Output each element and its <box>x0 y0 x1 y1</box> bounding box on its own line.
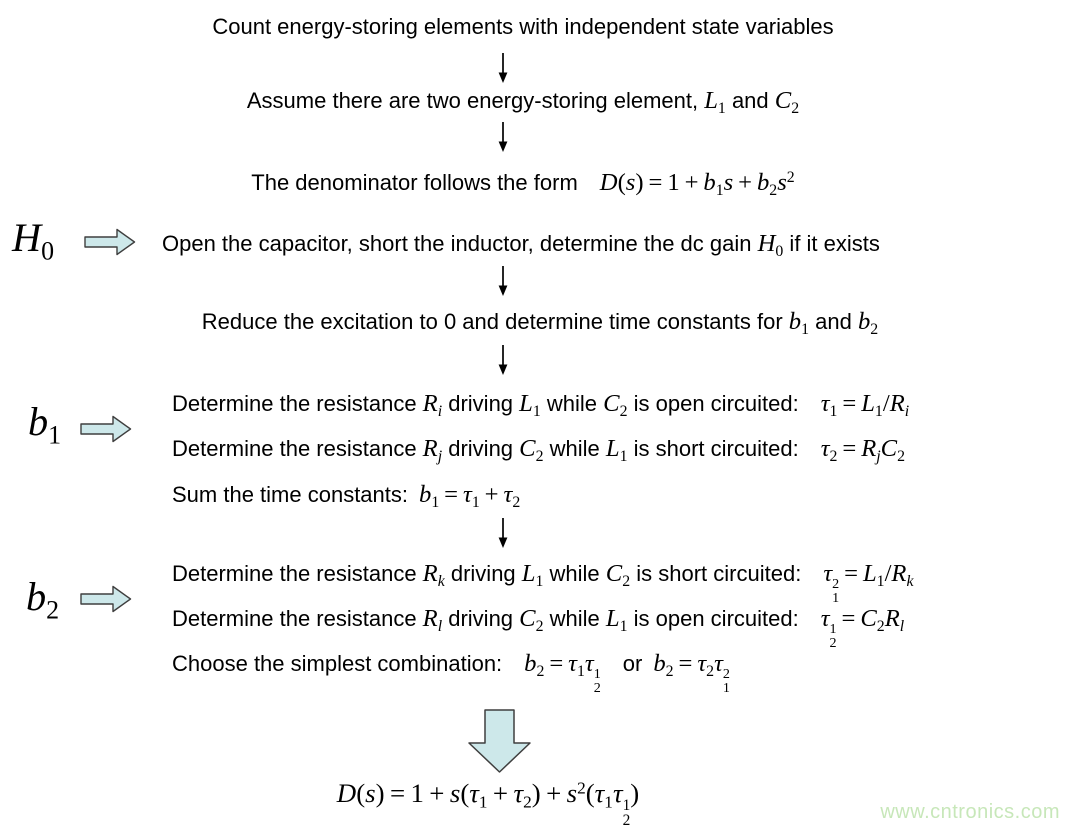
down-arrow-icon <box>495 345 511 375</box>
down-arrow-icon <box>495 266 511 296</box>
b1-section-label: $b_1$ <box>28 399 62 450</box>
step-denominator-text: The denominator follows the form $D(s) = 1 + b_1s + b_2s^2$ <box>251 169 795 200</box>
b2-step-line: Determine the resistance $R_l$ driving $C_2$ while $L_1$ is open circuited: τ 1 2 = $C_2R_l$ <box>172 605 905 652</box>
b2-right-block-arrow-icon <box>80 584 132 614</box>
down-block-arrow-icon <box>466 709 532 775</box>
final-formula: $D(s) = 1 + s(\tau_1 + \tau_2) + s^2(\tau_1\tau$ 1 2 ) <box>336 778 640 830</box>
b2-step-line: Determine the resistance $R_k$ driving $L_1$ while $C_2$ is short circuited: τ 2 1 = $L_1/R_k$ <box>172 560 914 607</box>
b1-step-line: Determine the resistance $R_j$ driving $C_2$ while $L_1$ is short circuited: $\tau_2 = R_jC_2$ <box>172 435 905 466</box>
h0-step-text: Open the capacitor, short the inductor, determine the dc gain $H_0$ if it exists <box>162 230 880 261</box>
b1-step-line: Determine the resistance $R_i$ driving $L_1$ while $C_2$ is open circuited: $\tau_1 = L_1/R_i$ <box>172 390 910 421</box>
h0-section-label: $H_0$ <box>12 215 55 266</box>
watermark-text: www.cntronics.com <box>880 801 1060 823</box>
down-arrow-icon <box>495 122 511 152</box>
step-assume-text: Assume there are two energy-storing element, $L_1$ and $C_2$ <box>246 87 800 118</box>
down-arrow-icon <box>495 53 511 83</box>
step-reduce-text: Reduce the excitation to 0 and determine time constants for $b_1$ and $b_2$ <box>201 308 879 339</box>
b2-step-line: Choose the simplest combination: $b_2 = \tau_1\tau$ 1 2 or $b_2 = \tau_2\tau$ 2 1 <box>172 650 730 697</box>
h0-right-block-arrow-icon <box>84 227 136 257</box>
b1-step-line: Sum the time constants: $b_1 = \tau_1 + \tau_2$ <box>172 481 521 512</box>
b1-right-block-arrow-icon <box>80 414 132 444</box>
down-arrow-icon <box>495 518 511 548</box>
step-count-text: Count energy-storing elements with independent state variables <box>212 14 834 39</box>
b2-section-label: $b_2$ <box>26 574 60 625</box>
